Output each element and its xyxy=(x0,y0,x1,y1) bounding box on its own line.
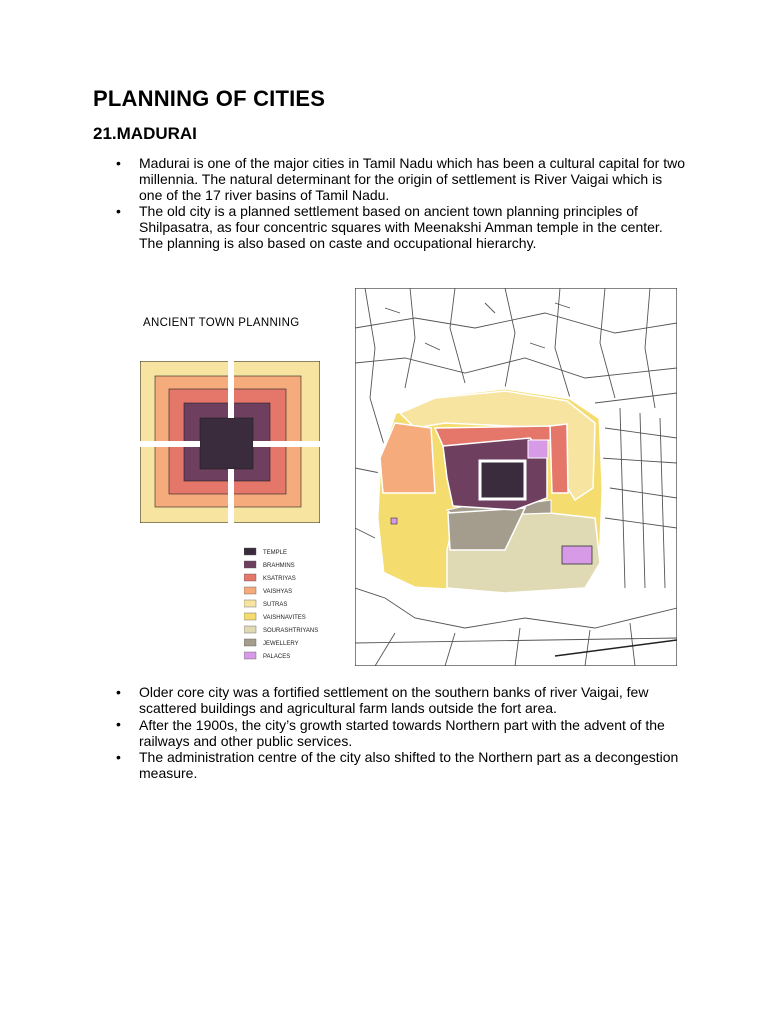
legend-label: BRAHMINS xyxy=(263,563,295,569)
zone-palaces-south xyxy=(562,546,592,564)
south-road xyxy=(228,469,234,523)
legend-item xyxy=(244,561,295,569)
zone-palaces-west xyxy=(391,518,397,524)
legend-item xyxy=(244,548,287,556)
legend-label: VAISHYAS xyxy=(263,589,293,595)
madurai-city-map xyxy=(355,288,677,666)
temple-square xyxy=(200,418,253,469)
legend-label: JEWELLERY xyxy=(263,641,299,647)
diagram-title: ANCIENT TOWN PLANNING xyxy=(143,317,300,329)
bullet-item: • Older core city was a fortified settlement on the southern banks of river Vaigai, few scattered buildings and agricultural farm lands outside the fort area. xyxy=(93,684,685,716)
legend-item xyxy=(244,613,306,621)
legend-label: TEMPLE xyxy=(263,550,288,556)
bullet-item: • After the 1900s, the city’s growth started towards Northern part with the advent of the railways and other public services. xyxy=(93,716,685,749)
section-title: 21.MADURAI xyxy=(93,124,197,143)
bullet-item: • Madurai is one of the major cities in Tamil Nadu which has been a cultural capital for two millennia. The natural determinant for the origin of settlement is River Vaigai which is one of the 17 river basins of Tamil Nadu. xyxy=(93,155,685,203)
page-title: PLANNING OF CITIES xyxy=(93,86,326,111)
legend-label: SOURASHTRIYANS xyxy=(263,628,319,634)
zone-ksatriyas-east xyxy=(550,424,568,493)
legend-label: PALACES xyxy=(263,654,291,660)
legend-item xyxy=(244,587,292,595)
concentric-squares-diagram xyxy=(140,361,320,523)
legend-label: SUTRAS xyxy=(263,602,288,608)
legend xyxy=(244,546,364,660)
legend-item xyxy=(244,600,287,608)
legend-item xyxy=(244,626,318,634)
west-road xyxy=(140,441,200,447)
legend-item xyxy=(244,574,296,582)
temple-block xyxy=(480,461,525,499)
legend-label: VAISHNAVITES xyxy=(263,615,306,621)
legend-item xyxy=(244,639,299,647)
legend-label: KSATRIYAS xyxy=(263,576,296,582)
north-road xyxy=(228,361,234,418)
bullet-item: • The old city is a planned settlement based on ancient town planning principles of Shilpasatra, as four concentric squares with Meenakshi Amman temple in the center. The planning is also based on caste and occupational hierarchy. xyxy=(93,203,685,251)
zone-palaces-north xyxy=(528,440,548,458)
legend-item xyxy=(244,652,290,660)
east-road xyxy=(253,441,320,447)
bullet-item: • The administration centre of the city also shifted to the Northern part as a decongestion measure. xyxy=(93,749,685,781)
intro-bullet-list xyxy=(93,155,685,251)
outro-bullet-list xyxy=(93,684,685,781)
